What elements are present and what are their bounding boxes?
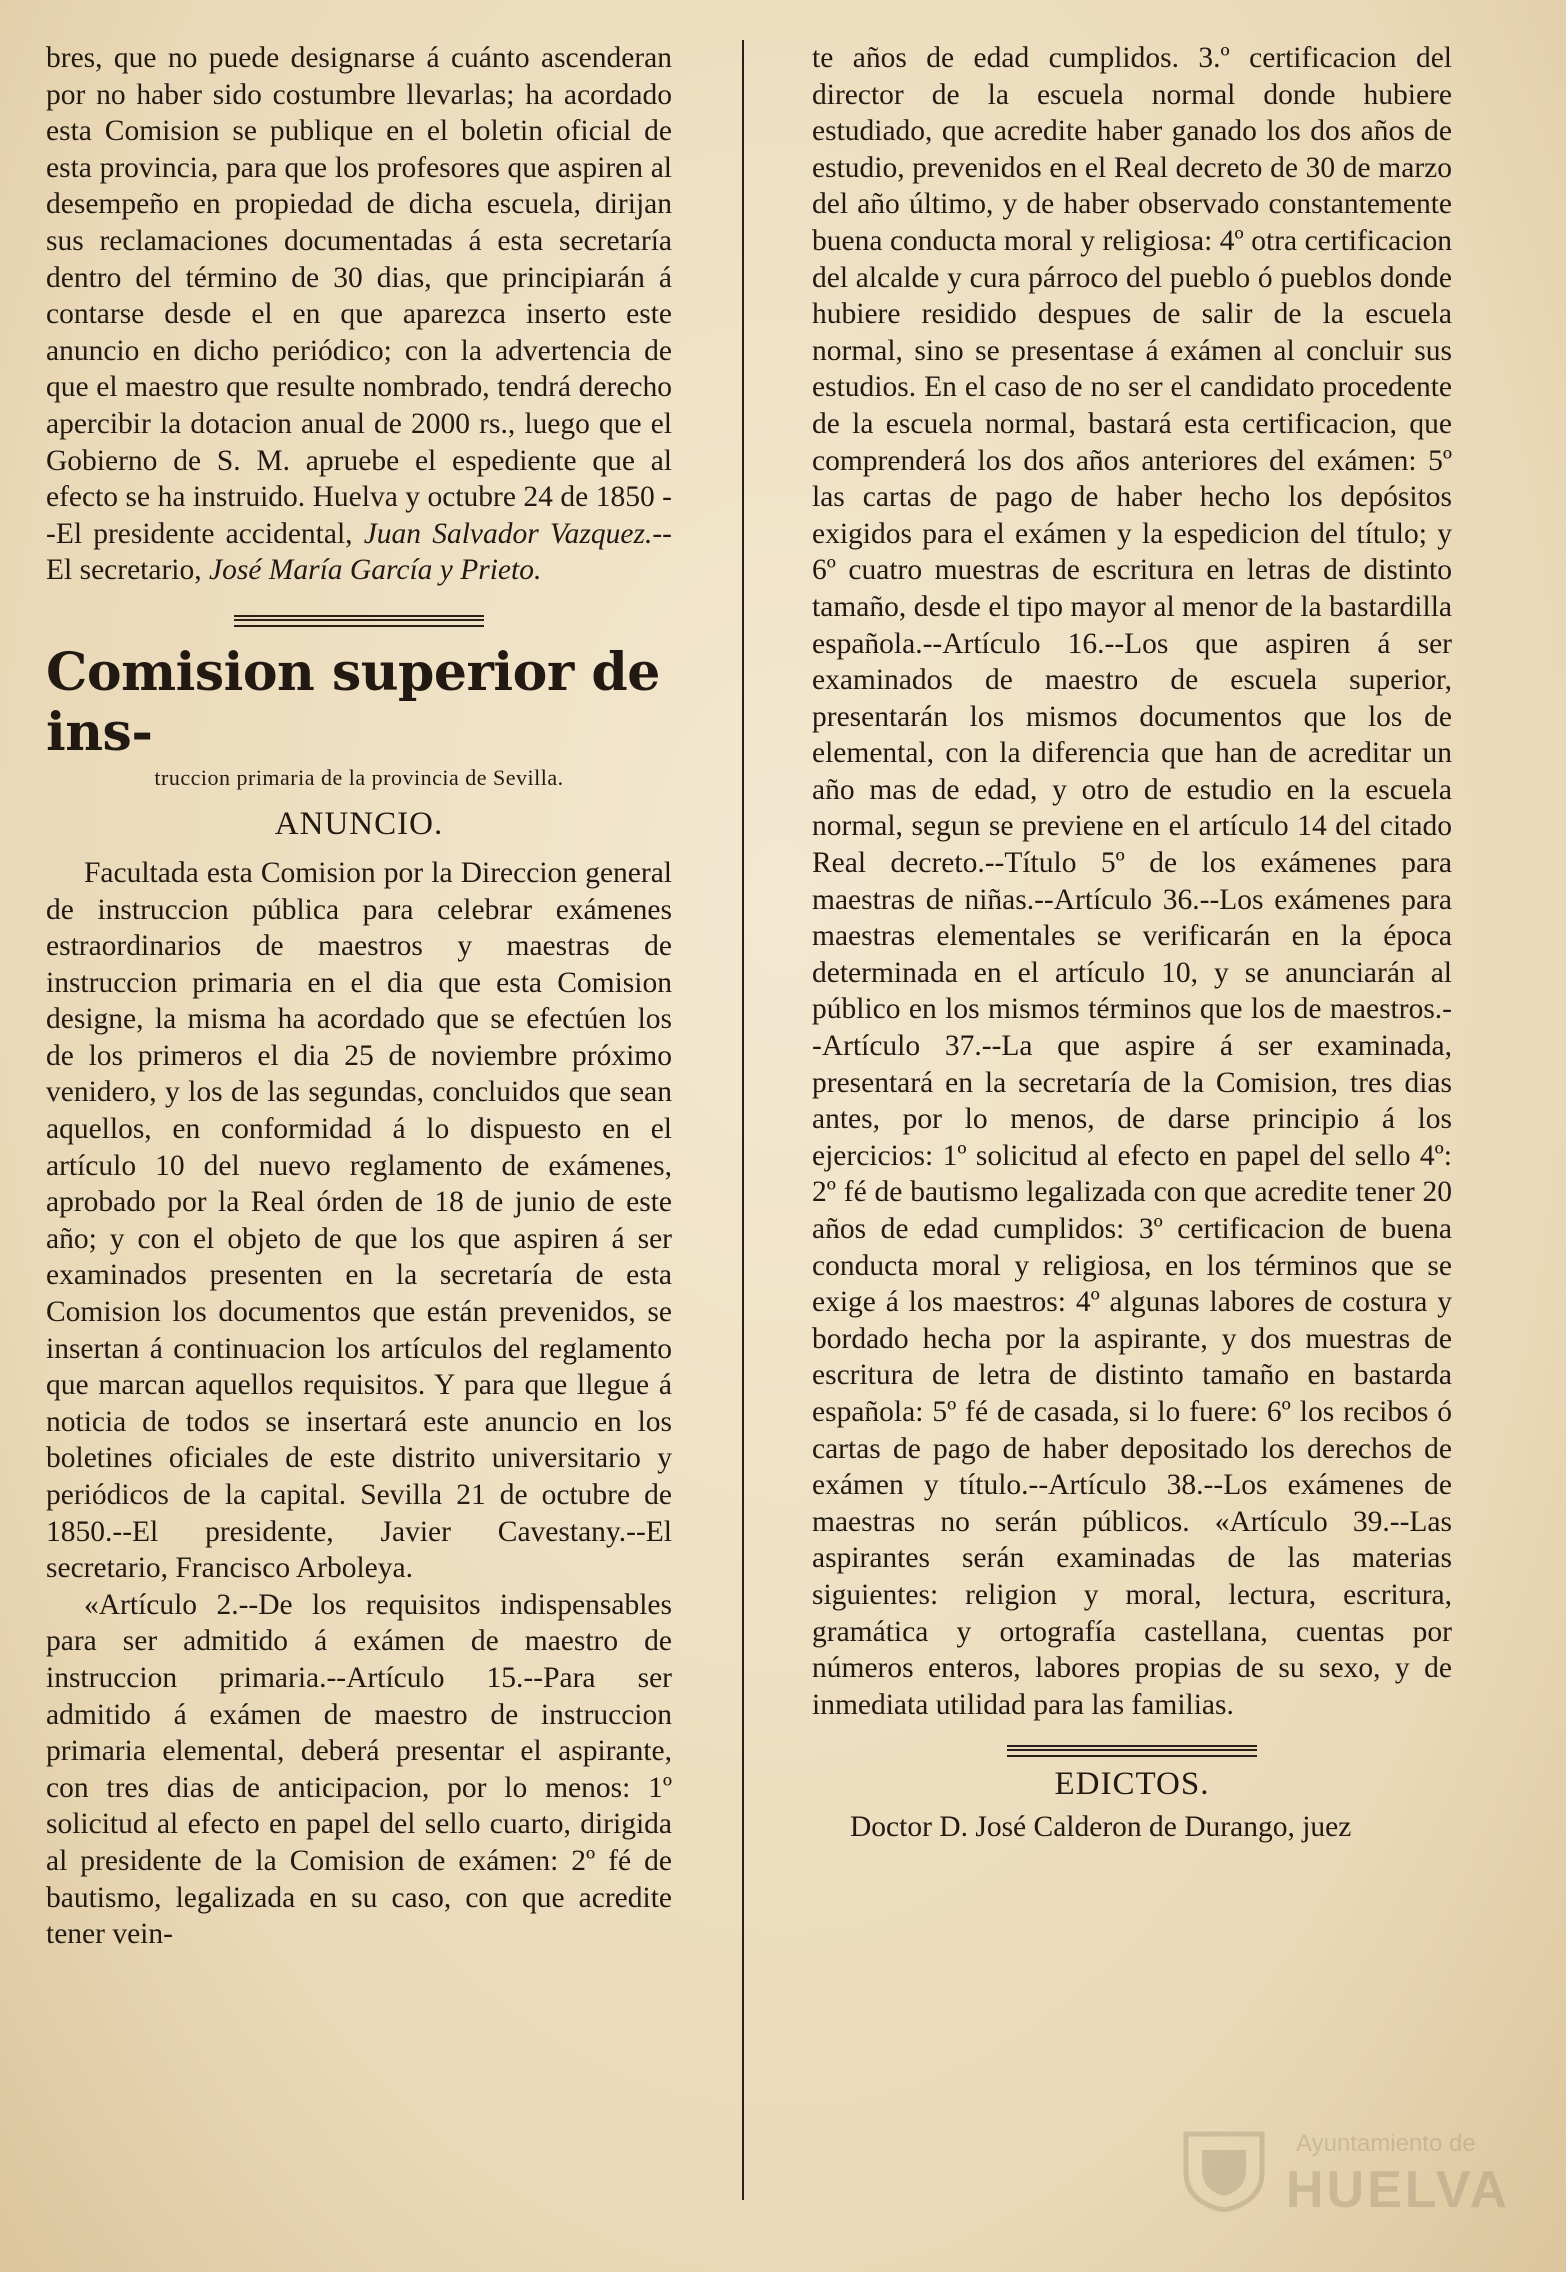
left-paragraph-1-text: bres, que no puede designarse á cuánto ascenderan por no haber sido costumbre llevarlas; ha acordado esta Comision se publique en el boletin oficial de esta provincia, para que los profesores que aspiren al desempeño en propiedad de dicha escuela, dirijan sus reclamaciones documentadas á esta secretaría dentro del término de 30 dias, que principiarán á contarse desde el en que aparezca inserto este anuncio en dicho periódico; con la advertencia de que el maestro que resulte nombrado, tendrá derecho apercibir la dotacion anual de 2000 rs., luego que el Gobierno de S. M. apruebe el espediente que al efecto se ha instruido. Huelva y octubre 24 de 1850 --El presidente accidental, xyxy=(46,42,672,550)
ornamental-rule xyxy=(234,615,484,627)
left-paragraph-3: «Artículo 2.--De los requisitos indispensables para ser admitido á exámen de maestro de instruccion primaria.--Artículo 15.--Para ser admitido á exámen de maestro de instruccion primaria elemental, deberá presentar el aspirante, con tres dias de anticipacion, por lo menos: 1º solicitud al efecto en papel del sello cuarto, dirigida al presidente de la Comision de exámen: 2º fé de bautismo, legalizada en su caso, con que acredite tener vein- xyxy=(46,1588,672,1951)
left-column xyxy=(46,40,672,1953)
edictos-title: EDICTOS. xyxy=(1054,1766,1210,1803)
right-paragraph-1: te años de edad cumplidos. 3.º certificacion del director de la escuela normal donde hubiere estudiado, que acredite haber ganado los dos años de estudio, prevenidos en el Real decreto de 30 de marzo del año último, y de haber observado constantemente buena conducta moral y religiosa: 4º otra certificacion del alcalde y cura párroco del pueblo ó pueblos donde hubiere residido despues de salir de la escuela normal, sino se presentase á exámen al concluir sus estudios. En el caso de no ser el candidato procedente de la escuela normal, bastará esta certificacion, que comprenderá los dos años anteriores del exámen: 5º las cartas de pago de haber hecho los depósitos exigidos para el exámen y la espedicion del título; y 6º cuatro muestras de escritura en letras de distinto tamaño, desde el tipo mayor al menor de la bastardilla española.--Artículo 16.--Los que aspiren á ser examinados de maestro de escuela superior, presentarán los mismos documentos que los de elemental, con la diferencia que han de acreditar un año mas de edad, y otro de estudio en la escuela normal, segun se previene en el artículo 14 del citado Real decreto.--Título 5º de los exámenes para maestras de niñas.--Artículo 36.--Los exámenes para maestras elementales se verificarán en la época determinada en el artículo 10, y se anunciarán al público en los mismos términos que los de maestros.--Artículo 37.--La que aspire á ser examinada, presentará en la secretaría de la Comision, tres dias antes, por lo menos, de darse principio á los ejercicios: 1º solicitud al efecto en papel del sello 4º: 2º fé de bautismo legalizada con que acredite tener 20 años de edad cumplidos: 3º certificacion de buena conducta moral y religiosa, en los términos que se exige á los maestros: 4º algunas labores de costura y bordado hecha por la aspirante, y dos muestras de escritura de letra de distinto tamaño en bastarda española: 5º fé de casada, si lo fuere: 6º los recibos ó cartas de pago de haber depositado los derechos de exámen y título.--Artículo 38.--Los exámenes de maestras no serán públicos. «Artículo 39.--Las aspirantes serán examinadas de las materias siguientes: religion y moral, lectura, escritura, gramática y ortografía castellana, cuentas por números enteros, labores propias de su sexo, y de inmediata utilidad para las familias. xyxy=(812,42,1452,1721)
president-name: Juan Salvador Vazquez. xyxy=(363,517,653,550)
coat-of-arms-icon xyxy=(1176,2126,1272,2212)
right-paragraph-2: Doctor D. José Calderon de Durango, juez xyxy=(850,1811,1352,1844)
watermark-line-1: Ayuntamiento de xyxy=(1296,2130,1476,2157)
right-column xyxy=(812,40,1452,1846)
left-paragraph-1 xyxy=(46,40,672,589)
watermark-line-2: HUELVA xyxy=(1286,2161,1511,2219)
left-paragraph-2: Facultada esta Comision por la Direccion general de instruccion pública para celebrar exámenes estraordinarios de maestros y maestras de instruccion primaria en el dia que esta Comision designe, la misma ha acordado que se efectúen los de los primeros el dia 25 de noviembre próximo venidero, y los de las segundas, concluidos que sean aquellos, en conformidad á lo dispuesto en el artículo 10 del nuevo reglamento de exámenes, aprobado por la Real órden de 18 de junio de este año; y con el objeto de que los que aspiren á ser examinados presenten en la secretaría de esta Comision los documentos que están prevenidos, se insertan á continuacion los artículos del reglamento que marcan aquellos requisitos. Y para que llegue á noticia de todos se insertará este anuncio en los boletines oficiales de este distrito universitario y periódicos de la capital. Sevilla 21 de octubre de 1850.--El presidente, Javier Cavestany.--El secretario, Francisco Arboleya. xyxy=(46,856,672,1585)
secretary-label: --El secretario, xyxy=(46,517,673,587)
secretary-name: José María García y Prieto. xyxy=(209,554,542,587)
ornamental-rule-2 xyxy=(1007,1745,1257,1757)
anuncio-title: ANUNCIO. xyxy=(274,805,444,842)
watermark xyxy=(1176,2124,1511,2219)
section-heading: Comision superior de ins- xyxy=(46,641,660,763)
column-divider xyxy=(742,40,744,2200)
section-subheading: truccion primaria de la provincia de Sevilla. xyxy=(154,764,564,790)
